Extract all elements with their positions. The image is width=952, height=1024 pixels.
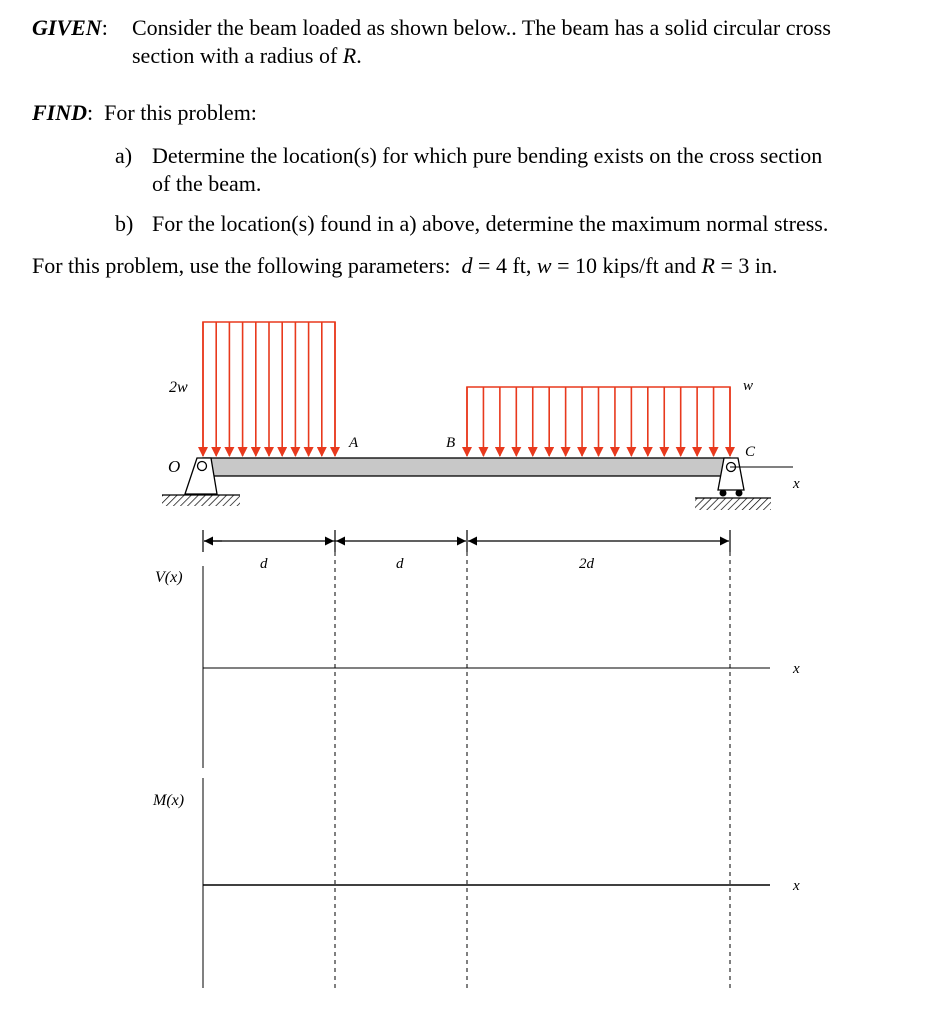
dimension-label-2: d [396,556,404,572]
load-right-label: w [743,378,754,394]
beam [203,458,730,476]
find-a-line-1: Determine the location(s) for which pure bending exists on the cross section [152,143,823,168]
param-d-var: d [461,253,473,278]
dimension-label-3: 2d [579,556,594,572]
moment-x-axis-label: x [793,878,800,894]
given-colon: : [101,15,108,40]
distributed-load-left [203,322,335,456]
moment-diagram-axes [203,778,770,988]
find-a-line-2: of the beam. [152,171,262,196]
dimension-label-1: d [260,556,268,572]
param-r-value: = 3 in. [714,253,778,278]
find-b-label: b) [115,211,134,236]
distributed-load-right [467,387,730,456]
shear-diagram-axes [203,566,770,768]
param-w-var: w [536,253,552,278]
given-line2-suffix: . [356,43,362,68]
given-line2-prefix: section with a radius of [132,43,343,68]
shear-axis-label: V(x) [155,569,183,586]
params-prefix: For this problem, use the following parameters: [32,253,451,278]
section-guides [335,552,730,990]
find-intro: For this problem: [104,100,257,125]
param-w-value: = 10 kips/ft and [551,253,702,278]
given-label: GIVEN [32,15,102,40]
find-b-line-1: For the location(s) found in a) above, determine the maximum normal stress. [152,211,829,236]
point-b-label: B [446,435,456,451]
param-r-var: R [701,253,715,278]
find-a-label: a) [115,143,133,168]
given-radius-var: R [342,43,357,68]
find-label: FIND [32,100,88,125]
moment-axis-label: M(x) [153,792,185,809]
param-d-value: = 4 ft, [472,253,537,278]
beam-axis-x-label: x [793,476,800,492]
shear-x-axis-label: x [793,661,800,677]
point-a-label: A [349,435,359,451]
point-c-label: C [745,444,756,460]
find-colon: : [87,100,105,125]
point-o-label: O [168,457,181,476]
given-text-line-1: Consider the beam loaded as shown below.. The beam has a solid circular cross [132,15,831,40]
dimension-lines [203,530,730,552]
load-left-label: 2w [169,379,188,396]
